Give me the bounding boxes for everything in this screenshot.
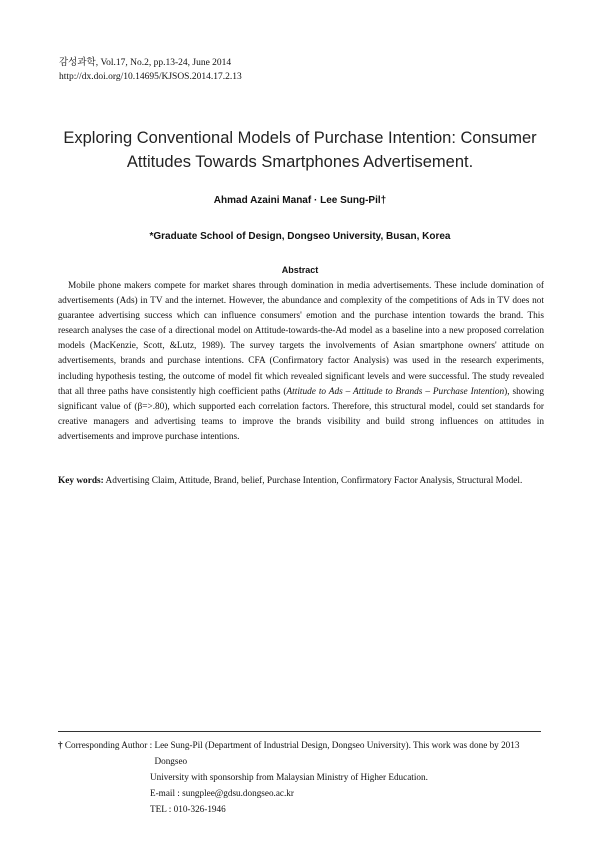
- journal-header: [59, 56, 242, 84]
- title-line-1: Exploring Conventional Models of Purchase Intention: Consumer: [63, 129, 537, 147]
- author-list: Ahmad Azaini Manaf · Lee Sung-Pil†: [213, 195, 387, 206]
- keywords-label: Key words:: [58, 476, 104, 486]
- title-line-2: Attitudes Towards Smartphones Advertisement.: [126, 153, 474, 171]
- abstract-heading: Abstract: [281, 265, 319, 275]
- corresponding-author-label: Corresponding Author :: [64, 740, 153, 750]
- footnote-email: E-mail : sungplee@gdsu.dongseo.ac.kr: [150, 788, 294, 798]
- abstract-body: [58, 279, 544, 445]
- footnote-tel: TEL : 010-326-1946: [150, 804, 226, 814]
- doi-link[interactable]: http://dx.doi.org/10.14695/KJSOS.2014.17.2.13: [59, 72, 242, 82]
- keywords-text: Advertising Claim, Attitude, Brand, belief, Purchase Intention, Confirmatory Factor Analysis, Structural Model.: [105, 476, 523, 486]
- abstract-italic-path: Attitude to Ads – Attitude to Brands – Purchase Intention: [286, 386, 505, 397]
- dagger-mark: †: [58, 740, 63, 750]
- footnote-label: [58, 737, 154, 769]
- abstract-text-1: Mobile phone makers compete for market shares through domination in media advertisements. These include domination of advertisements (Ads) in TV and the internet. However, the abundance and complexity of the competitions of Ads in TV does not guarantee advertising success which can influence consumers' emotion and the purchase intention towards the brand. This research analyses the case of a directional model on Attitude-towards-the-Ad model as a baseline into a new proposed correlation models (MacKenzie, Scott, &Lutz, 1989). The survey targets the involvements of Asian smartphone owners' attitude on advertisements, brands and purchase intentions. CFA (Confirmatory factor Analysis) was used in the research experiments, including hypothesis testing, the outcome of model fit which revealed significant levels and were successful. The study revealed that all three paths have consistently high coefficient paths (: [58, 281, 544, 397]
- affiliation: *Graduate School of Design, Dongseo University, Busan, Korea: [149, 231, 451, 242]
- footnote-divider: [58, 731, 541, 732]
- footnote: [58, 737, 544, 817]
- footnote-text-2: University with sponsorship from Malaysian Ministry of Higher Education.: [150, 772, 428, 782]
- abstract-text-2: ), showing significant value of (β=>.80), which supported each correlation factors. Therefore, this structural model, could set standards for creative managers and advertising teams to improve the brands visibility and build strong influences on attitudes in advertisements and improve purchase intentions.: [58, 386, 544, 442]
- paper-title: [40, 126, 560, 174]
- footnote-text-1: Lee Sung-Pil (Department of Industrial Design, Dongseo University). This work was done by 2013 Dongseo: [154, 740, 520, 766]
- keywords: [58, 474, 558, 488]
- citation-line: 감성과학, Vol.17, No.2, pp.13-24, June 2014: [59, 58, 232, 68]
